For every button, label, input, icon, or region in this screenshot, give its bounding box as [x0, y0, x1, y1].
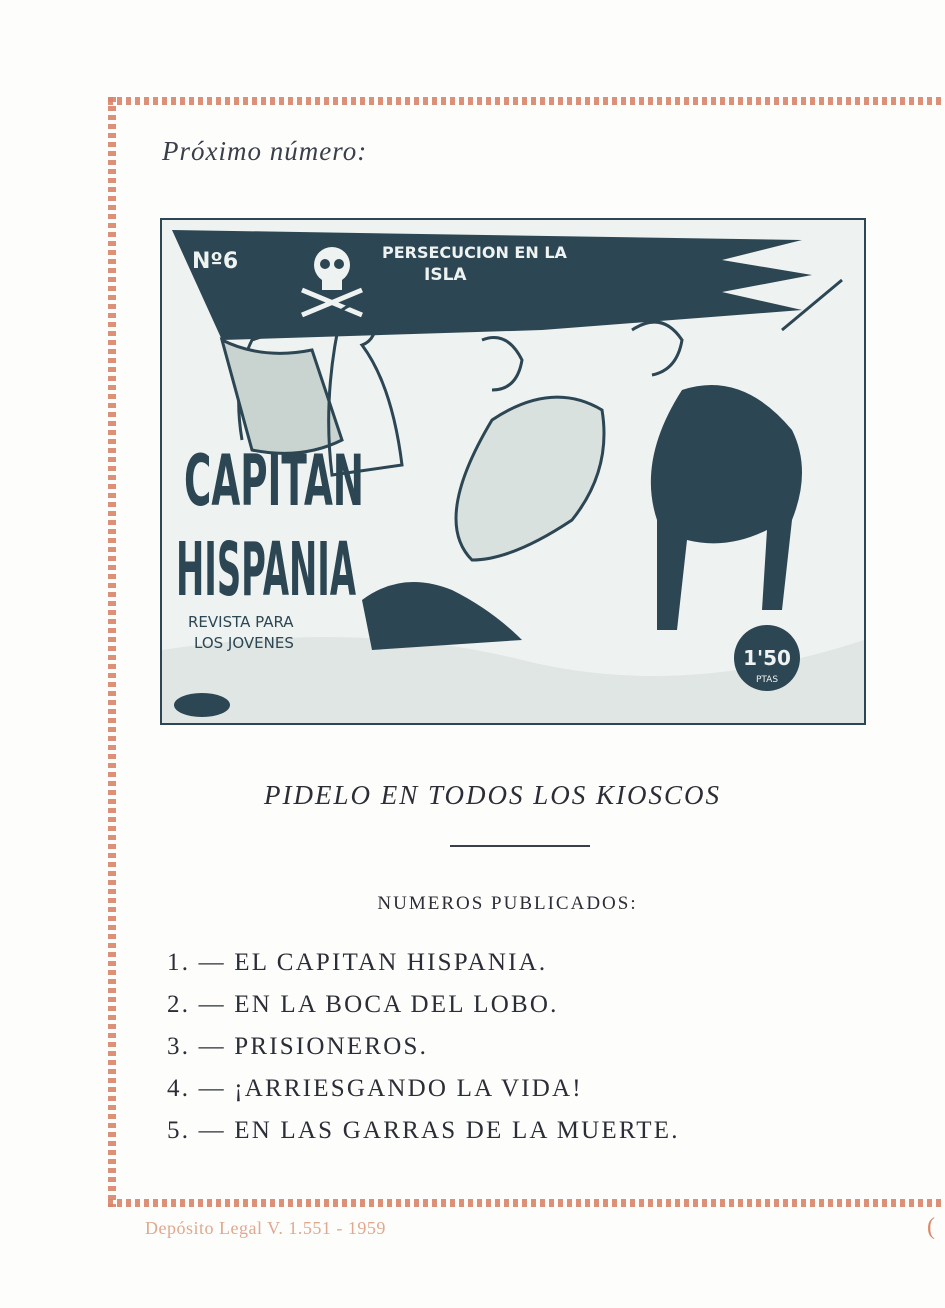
- list-item: 3. — PRISIONEROS.: [167, 1033, 429, 1060]
- cover-illustration: [162, 220, 864, 723]
- list-item: 5. — EN LAS GARRAS DE LA MUERTE.: [167, 1117, 680, 1144]
- list-item: 1. — EL CAPITAN HISPANIA.: [167, 949, 548, 976]
- decorative-border-left: [108, 97, 116, 1207]
- divider-rule: [450, 845, 590, 847]
- list-item: 4. — ¡ARRIESGANDO LA VIDA!: [167, 1075, 583, 1102]
- price-value: 1'50: [743, 646, 791, 670]
- price-unit: PTAS: [755, 675, 779, 685]
- kiosk-promo-text: PIDELO EN TODOS LOS KIOSCOS: [263, 780, 722, 810]
- page-number-fragment: (: [927, 1214, 935, 1240]
- series-title-line1: CAPITAN: [184, 440, 364, 522]
- price-badge: [734, 625, 800, 691]
- published-issues-list: [167, 942, 680, 1152]
- decorative-border-bottom: [108, 1199, 945, 1207]
- tagline-line2: LOS JOVENES: [194, 634, 294, 652]
- episode-title-line2: ISLA: [424, 265, 467, 285]
- issue-number: Nº6: [192, 249, 239, 274]
- tagline-line1: REVISTA PARA: [188, 613, 294, 631]
- legal-deposit-text: Depósito Legal V. 1.551 - 1959: [145, 1218, 386, 1238]
- next-issue-heading: Próximo número:: [162, 136, 368, 166]
- series-title-line2: HISPANIA: [176, 527, 356, 613]
- published-issues-heading: NUMEROS PUBLICADOS:: [377, 893, 638, 914]
- decorative-border-top: [108, 97, 945, 105]
- list-item: 2. — EN LA BOCA DEL LOBO.: [167, 991, 559, 1018]
- next-issue-cover: [160, 218, 866, 725]
- episode-title-line1: PERSECUCION EN LA: [382, 243, 567, 262]
